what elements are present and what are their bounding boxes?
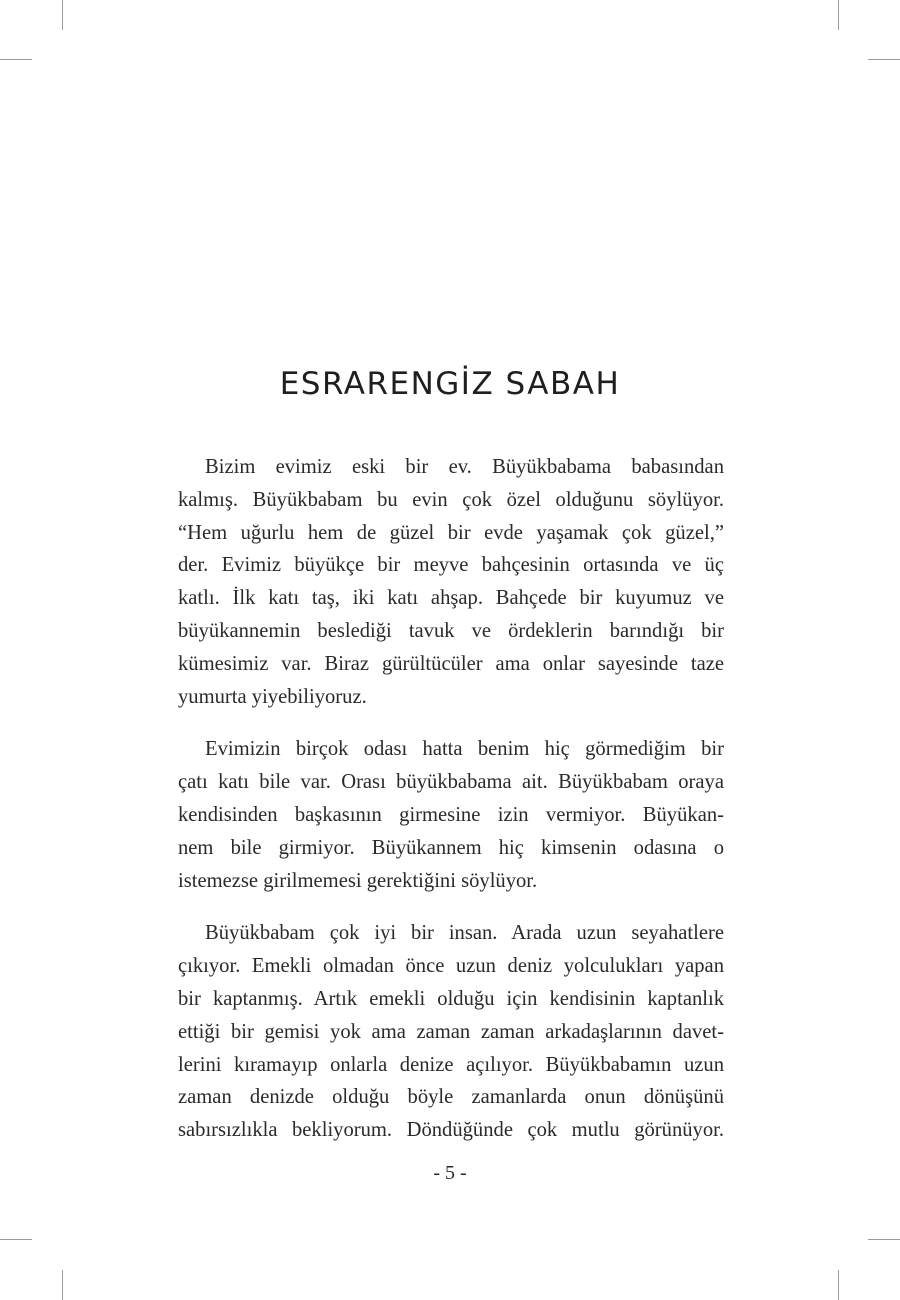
paragraph: [178, 451, 724, 713]
crop-mark-bottom-right-vertical: [838, 1270, 839, 1300]
text-line: sabırsızlıkla bekliyorum. Döndüğünde çok mutlu görünüyor.: [178, 1119, 724, 1142]
text-line: kendisinden başkasının girmesine izin vermiyor. Büyükan-: [178, 803, 724, 826]
crop-mark-top-left-vertical: [62, 0, 63, 30]
chapter-title: ESRARENGİZ SABAH: [279, 366, 621, 402]
text-line: yumurta yiyebiliyoruz.: [178, 685, 367, 708]
text-line: lerini kıramayıp onlarla denize açılıyor. Büyükbabamın uzun: [178, 1053, 724, 1076]
text-line: der. Evimiz büyükçe bir meyve bahçesinin ortasında ve üç: [178, 554, 724, 577]
text-line: zaman denizde olduğu böyle zamanlarda onun dönüşünü: [178, 1086, 724, 1109]
paragraph: [178, 733, 724, 897]
crop-mark-bottom-right-horizontal: [868, 1239, 900, 1240]
text-line: istemezse girilmemesi gerektiğini söylüyor.: [178, 869, 538, 892]
text-line: “Hem uğurlu hem de güzel bir evde yaşamak çok güzel,”: [178, 521, 724, 544]
text-line: Evimizin birçok odası hatta benim hiç görmediğim bir: [205, 738, 724, 761]
crop-mark-top-right-vertical: [838, 0, 839, 30]
body-text: [178, 451, 724, 1167]
text-line: ettiği bir gemisi yok ama zaman zaman arkadaşlarının davet-: [178, 1020, 724, 1043]
text-line: bir kaptanmış. Artık emekli olduğu için kendisinin kaptanlık: [178, 987, 724, 1010]
crop-mark-top-left-horizontal: [0, 59, 32, 60]
crop-mark-top-right-horizontal: [868, 59, 900, 60]
paragraph: [178, 917, 724, 1147]
text-line: katlı. İlk katı taş, iki katı ahşap. Bahçede bir kuyumuz ve: [178, 587, 724, 610]
text-line: kümesimiz var. Biraz gürültücüler ama onlar sayesinde taze: [178, 652, 724, 675]
text-line: Büyükbabam çok iyi bir insan. Arada uzun seyahatlere: [205, 922, 724, 945]
text-line: Bizim evimiz eski bir ev. Büyükbabama babasından: [205, 456, 724, 478]
crop-mark-bottom-left-vertical: [62, 1270, 63, 1300]
page-number: - 5 -: [433, 1162, 467, 1184]
text-line: çatı katı bile var. Orası büyükbabama ait. Büyükbabam oraya: [178, 771, 724, 794]
text-line: çıkıyor. Emekli olmadan önce uzun deniz yolculukları yapan: [178, 955, 724, 978]
text-line: büyükannemin beslediği tavuk ve ördeklerin barındığı bir: [178, 619, 724, 642]
text-line: kalmış. Büyükbabam bu evin çok özel olduğunu söylüyor.: [178, 488, 724, 511]
text-line: nem bile girmiyor. Büyükannem hiç kimsenin odasına o: [178, 836, 724, 859]
crop-mark-bottom-left-horizontal: [0, 1239, 32, 1240]
